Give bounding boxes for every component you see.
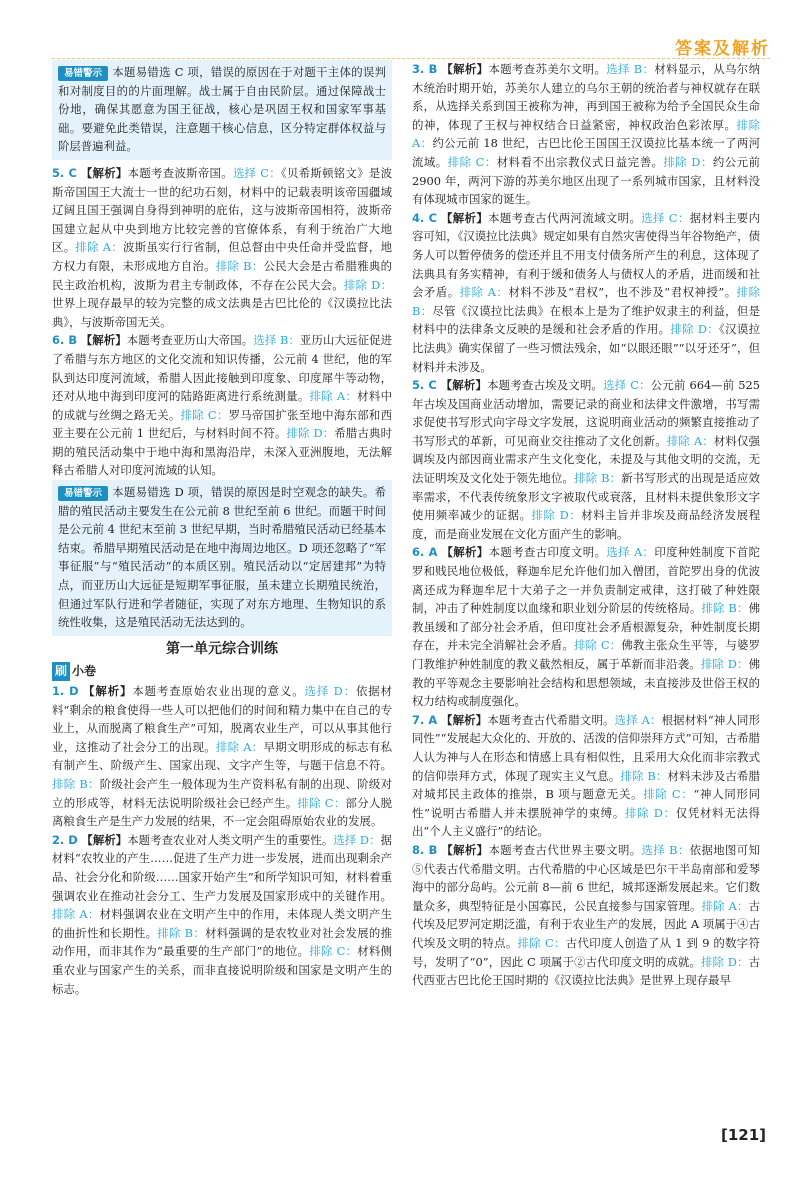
answer-item: 5. C 【解析】本题考查波斯帝国。选择 C：《贝希斯顿铭文》是波斯帝国国王大流士一世的纪功石刻，材料中的记载表明该帝国疆域辽阔且国王强调自身得到神明的庇佑，这与波斯帝国相符，波斯帝国建立起从中央到地方比较完善的官僚体系，有利于统治广大地区。排除 A：波斯虽实行行省制，但总督由中央任命并受监督，地方权力有限，未形成地方自治。排除 B：公民大会是古希腊雅典的民主政治机构，波斯为君主专制政体，不存在公民大会。排除 D：世界上现存最早的较为完整的成文法典是古巴比伦的《汉谟拉比法典》，与波斯帝国无关。	[52, 165, 392, 329]
answer-item: 6. A 【解析】本题考查古印度文明。选择 A：印度种姓制度下首陀罗和贱民地位极低，释迦牟尼允许他们加入僧团，首陀罗出身的优波离还成为释迦牟尼十大弟子之一并负责制定戒律，这打破了种姓限制，冲击了种姓制度以血缘和职业划分阶层的传统格局。排除 B：佛教虽缓和了部分社会矛盾，但印度社会矛盾根源复杂，种姓制度长期存在，并未完全消解社会矛盾。排除 C：佛教主张众生平等，与婆罗门教维护种姓制度的教义截然相反，属于革新而非沿袭。排除 D：佛教的平等观念主要影响社会结构和思想领域，未直接涉及世俗王权的权力结构或制度强化。	[412, 545, 760, 709]
answer-item: 4. C 【解析】本题考查古代两河流域文明。选择 C：据材料主要内容可知，《汉谟拉比法典》规定如果有自然灾害使得当年谷物绝产，债务人可以暂停债务的偿还并且不用支付债务所产生的利息，这体现了法典具有务实精神，有利于缓和债务人与债权人的矛盾，进而缓和社会矛盾。排除 A：材料不涉及“君权”，也不涉及“君权神授”。排除 B：尽管《汉谟拉比法典》在根本上是为了维护奴隶主的利益，但是材料中的法律条文反映的是缓和社会矛盾的作用。排除 D：《汉谟拉比法典》确实保留了一些习惯法残余，如“以眼还眼”“以牙还牙”，但材料并未涉及。	[412, 210, 760, 374]
brush-mark-icon: 刷	[52, 662, 70, 681]
warning-text: 本题易错选 C 项，错误的原因在于对题干主体的误判和对制度目的的片面理解。战士属于自由民阶层。通过保障战士份地，确保其愿意为国王征战，核心是巩固王权和国家军事基础。要避免此类错误，注意题干核心信息，区分特定群体权益与阶层普遍利益。	[58, 65, 386, 154]
answer-item: 5. C 【解析】本题考查古埃及文明。选择 C：公元前 664—前 525 年古埃及国商业活动增加，需要记录的商业和法律文件激增，书写需求促使书写形式向字母文字发展，这说明商业活动的频繁直接推动了书写形式的革新，可见商业交往推动了文化创新。排除 A：材料仅强调埃及内部因商业需求产生文化变化，未提及与其他文明的交流，无法证明埃及文化处于领先地位。排除 B：新书写形式的出现是适应效率需求，不代表传统象形文字被取代或衰落，且材料未提供象形文字使用频率减少的证据。排除 D：材料主旨并非埃及商品经济发展程度，而是商业发展在文化方面产生的影响。	[412, 378, 760, 541]
error-warning-box	[52, 60, 392, 160]
right-column	[412, 60, 760, 990]
warning-text: 本题易错选 D 项，错误的原因是时空观念的缺失。希腊的殖民活动主要发生在公元前 8 世纪至前 6 世纪。而题干时间是公元前 4 世纪末至前 3 世纪早期，当时希腊殖民活动已经基本结束。希腊早期殖民活动是在地中海周边地区。D 项还忽略了“军事征服”与“殖民活动”的本质区别。殖民活动以“定居建邦”为特点，而亚历山大远征是短期军事征服，虽未建立长期殖民统治，但通过军队行进和学者随征，实现了对东方地理、生物知识的系统性收集，这是殖民活动无法达到的。	[58, 485, 386, 630]
warning-badge: 易错警示	[58, 486, 108, 501]
answer-item: 6. B 【解析】本题考查亚历山大帝国。选择 B：亚历山大远征促进了希腊与东方地区的文化交流和知识传播，公元前 4 世纪，他的军队到达印度河流域，希腊人因此接触到印度象、印度犀牛等动物，还对从地中海到印度河的陆路距离进行系统测量。排除 A：材料中的成就与丝绸之路无关。排除 C：罗马帝国扩张至地中海东部和西亚主要在公元前 1 世纪后，与材料时间不符。排除 D：希腊古典时期的殖民活动集中于地中海和黑海沿岸，未深入亚洲腹地，无法解释古希腊人对印度河流域的认知。	[52, 333, 392, 478]
answer-item: 2. D 【解析】本题考查农业对人类文明产生的重要性。选择 D：据材料“农牧业的产生……促进了生产力进一步发展，进而出现剩余产品、社会分化和阶级……国家开始产生”和所学知识可知，材料着重强调农业在推动社会分工、生产力发展及国家形成中的关键作用。排除 A：材料强调农业在文明产生中的作用，未体现人类文明产生的曲折性和长期性。排除 B：材料强调的是农牧业对社会发展的推动作用，而非其作为“最重要的生产部门”的地位。排除 C：材料侧重农业与国家产生的关系，而非直接说明阶级和国家是文明产生的标志。	[52, 832, 392, 996]
left-column	[52, 60, 392, 998]
error-warning-box	[52, 480, 392, 636]
answer-item: 1. D 【解析】本题考查原始农业出现的意义。选择 D：依据材料“剩余的粮食使得一些人可以把他们的时间和精力集中在自己的专业上，从而脱离了粮食生产”可知，脱离农业生产，可以从事其他行业，这推动了社会分工的出现。排除 A：早期文明形成的标志有私有制产生、阶级产生、国家出现、文字产生等，与题干信息不符。排除 B：阶级社会产生一般体现为生产资料私有制的出现、阶级对立的形成等，材料无法说明阶级社会已经产生。排除 C：部分人脱离粮食生产是生产力发展的结果，不一定会阻碍原始农业的发展。	[52, 684, 392, 829]
header-divider	[52, 58, 770, 59]
answer-item: 8. B 【解析】本题考查古代世界主要文明。选择 B：依据地图可知⑤代表古代希腊文明。古代希腊的中心区域是巴尔干半岛南部和爱琴海中的部分岛屿。公元前 8—前 6 世纪，城邦逐渐发展起来。它们数量众多，典型特征是小国寡民，公民直接参与国家管理。排除 A：古代埃及尼罗河定期泛滥，有利于农业生产的发展，因此 A 项属于④古代埃及文明的特点。排除 C：古代印度人创造了从 1 到 9 的数字符号，发明了“0”，因此 C 项属于②古代印度文明的成就。排除 D：古代西亚古巴比伦王国时期的《汉谟拉比法典》是世界上现存最早	[412, 842, 760, 988]
header-title: 答案及解析	[675, 39, 770, 59]
section-title: 第一单元综合训练	[166, 640, 278, 657]
answer-item: 3. B 【解析】本题考查苏美尔文明。选择 B：材料显示，从乌尔纳木统治时期开始，苏美尔人建立的乌尔王朝的统治者与神权就存在联系，从选择关系到国王被称为神，再到国王被称为给予全国民众生命的神，体现了王权与神权结合日益紧密，神权政治色彩浓厚。排除 A：约公元前 18 世纪，古巴比伦王国国王汉谟拉比基本统一了两河流域。排除 C：材料看不出宗教仪式日益完善。排除 D：约公元前 2900 年，两河下游的苏美尔地区出现了一系列城市国家，且材料没有体现城市国家的诞生。	[412, 62, 760, 207]
warning-badge: 易错警示	[58, 66, 108, 81]
page-number: [121]	[720, 1126, 766, 1144]
subheading: 刷 小卷	[52, 662, 96, 681]
answer-item: 7. A 【解析】本题考查古代希腊文明。选择 A：根据材料“神人同形同性”“发展起大众化的、开放的、活泼的信仰崇拜方式”可知，古希腊人认为神与人在形态和情感上具有相似性，且采用大众化而非宗教式的信仰崇拜方式，体现了现实主义气息。排除 B：材料未涉及古希腊对城邦民主政体的推崇，B 项与题意无关。排除 C：“神人同形同性”说明古希腊人并未摆脱神学的束缚。排除 D：仅凭材料无法得出“个人主义盛行”的结论。	[412, 712, 760, 839]
